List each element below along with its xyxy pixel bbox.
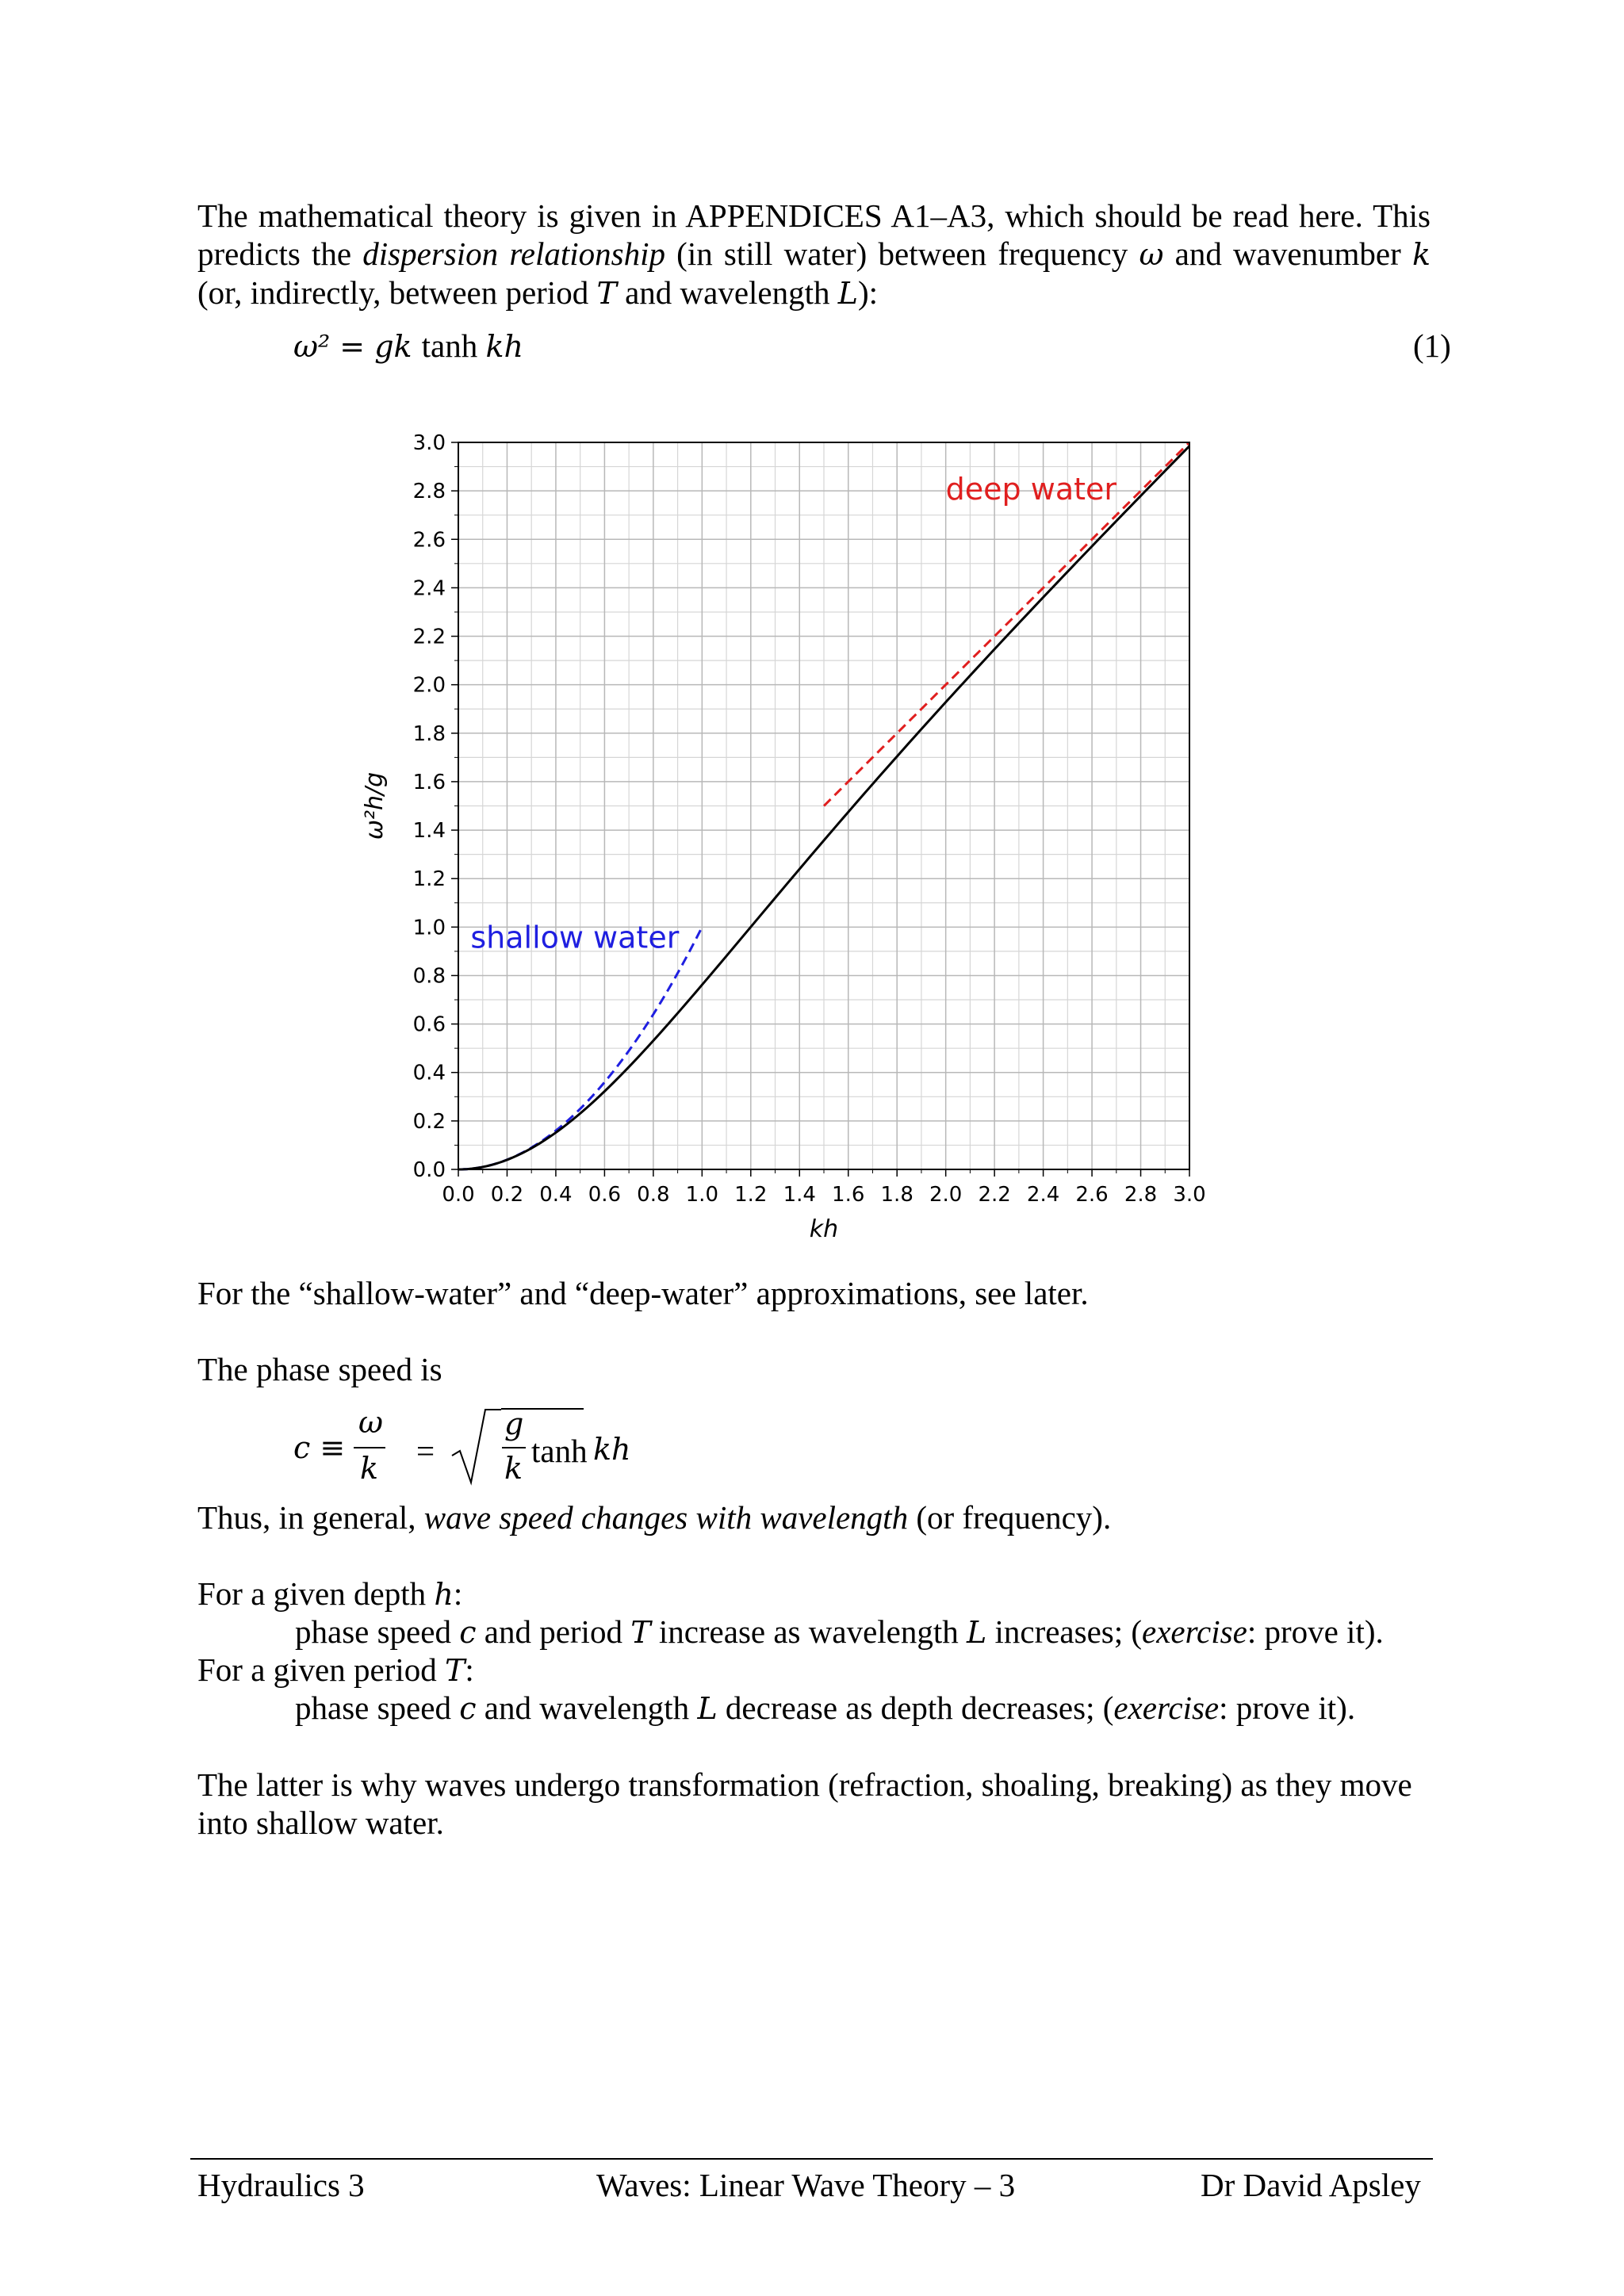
y-tick-label: 2.6 xyxy=(412,528,446,553)
x-tick-labels xyxy=(442,1183,1205,1207)
equation-number: (1) xyxy=(1413,327,1451,364)
eq2-tanh: tanh xyxy=(531,1433,588,1469)
period-text: phase speed xyxy=(295,1689,460,1726)
footer-author: Dr David Apsley xyxy=(1201,2167,1421,2203)
intro-text: (in still water) between frequency xyxy=(665,235,1139,272)
x-tick-label: 0.0 xyxy=(442,1183,475,1207)
eq2-kh: kh xyxy=(593,1432,631,1467)
y-tick-label: 0.0 xyxy=(412,1158,446,1182)
depth-text: increases; ( xyxy=(986,1613,1143,1650)
x-axis-label: kh xyxy=(809,1215,839,1243)
chart-annotations xyxy=(470,472,1116,955)
t-symbol: T xyxy=(444,1653,465,1688)
period-text: : prove it). xyxy=(1219,1689,1356,1726)
latter-paragraph: The latter is why waves undergo transformation (refraction, shoaling, breaking) as they move into shallow water. xyxy=(197,1766,1412,1841)
y-tick-label: 0.8 xyxy=(412,964,446,989)
thus-paragraph xyxy=(197,1498,1431,1536)
depth-text: : prove it). xyxy=(1247,1613,1384,1650)
x-tick-label: 2.2 xyxy=(978,1183,1011,1207)
c-symbol: c xyxy=(459,1615,477,1650)
x-tick-label: 1.6 xyxy=(832,1183,865,1207)
depth-statement xyxy=(295,1613,1384,1651)
x-tick-label: 1.8 xyxy=(880,1183,914,1207)
x-tick-label: 2.8 xyxy=(1124,1183,1158,1207)
eq2-denominator: k xyxy=(360,1451,379,1486)
intro-text: and wavelength xyxy=(616,274,838,311)
y-tick-label: 2.2 xyxy=(412,625,446,649)
x-tick-label: 1.4 xyxy=(783,1183,816,1207)
y-axis-label: ω²h/g xyxy=(361,771,389,840)
intro-text: (or, indirectly, between period xyxy=(197,274,597,311)
period-heading-text: : xyxy=(465,1651,474,1688)
x-tick-label: 1.2 xyxy=(734,1183,768,1207)
phase-speed-paragraph: The phase speed is xyxy=(197,1351,442,1387)
period-text: and wavelength xyxy=(476,1689,698,1726)
c-symbol: c xyxy=(459,1691,477,1726)
intro-text: and wavenumber xyxy=(1163,235,1412,272)
depth-heading-text: For a given depth xyxy=(197,1575,435,1612)
omega-symbol: ω xyxy=(1139,237,1164,272)
y-tick-labels xyxy=(413,431,446,1182)
depth-heading xyxy=(197,1575,1431,1613)
t-symbol: T xyxy=(630,1615,651,1650)
y-tick-label: 2.4 xyxy=(412,576,446,601)
eq2-numerator: ω xyxy=(358,1405,383,1440)
y-tick-label: 1.0 xyxy=(412,916,446,940)
exercise-label: exercise xyxy=(1113,1689,1220,1726)
period-heading-text: For a given period xyxy=(197,1651,445,1688)
eq2-equals: = xyxy=(416,1433,435,1469)
deep-water-label: deep water xyxy=(945,472,1117,507)
y-tick-label: 1.4 xyxy=(412,819,446,844)
depth-text: increase as wavelength xyxy=(650,1613,967,1650)
y-tick-label: 1.8 xyxy=(412,721,446,746)
period-statement xyxy=(295,1689,1355,1728)
depth-text: and period xyxy=(476,1613,631,1650)
y-tick-label: 0.6 xyxy=(412,1012,446,1037)
footer-course: Hydraulics 3 xyxy=(197,2167,365,2203)
x-tick-label: 3.0 xyxy=(1173,1183,1206,1207)
thus-text: Thus, in general, xyxy=(197,1499,424,1536)
h-symbol: h xyxy=(434,1577,454,1612)
depth-heading-text: : xyxy=(453,1575,463,1612)
x-tick-label: 2.0 xyxy=(929,1183,963,1207)
x-tick-label: 2.6 xyxy=(1075,1183,1109,1207)
eq2-inner-fraction-bar xyxy=(502,1447,526,1448)
thus-text: (or frequency). xyxy=(908,1499,1112,1536)
sqrt-sign xyxy=(450,1406,501,1486)
l-symbol: L xyxy=(697,1691,718,1726)
l-symbol: L xyxy=(837,276,858,311)
t-symbol: T xyxy=(596,276,617,311)
phase-speed-equation xyxy=(293,1405,690,1492)
y-tick-label: 1.6 xyxy=(412,770,446,794)
chart-ticks xyxy=(451,442,1189,1177)
y-tick-label: 2.8 xyxy=(412,480,446,504)
equation-tanh: tanh xyxy=(421,327,486,364)
footer-rule xyxy=(190,2158,1433,2160)
k-symbol: k xyxy=(1411,237,1431,272)
eq2-lhs: c ≡ xyxy=(293,1430,346,1465)
x-tick-label: 0.2 xyxy=(490,1183,524,1207)
y-tick-label: 1.2 xyxy=(412,867,446,892)
equation-rhs: kh xyxy=(485,329,523,364)
depth-text: phase speed xyxy=(295,1613,460,1650)
x-tick-label: 0.4 xyxy=(539,1183,573,1207)
y-tick-label: 0.2 xyxy=(412,1109,446,1134)
dispersion-term: dispersion relationship xyxy=(362,235,665,272)
x-tick-label: 2.4 xyxy=(1026,1183,1060,1207)
equation-lhs: ω² = gk xyxy=(293,329,422,364)
approximations-paragraph: For the “shallow-water” and “deep-water” approximations, see later. xyxy=(197,1275,1089,1311)
dispersion-equation xyxy=(293,327,523,365)
l-symbol: L xyxy=(967,1615,987,1650)
x-tick-label: 0.6 xyxy=(588,1183,622,1207)
shallow-water-label: shallow water xyxy=(470,920,680,955)
y-tick-label: 3.0 xyxy=(412,431,446,455)
x-tick-label: 0.8 xyxy=(637,1183,670,1207)
thus-emphasis: wave speed changes with wavelength xyxy=(423,1499,909,1536)
intro-text: The mathematical theory is given in APPENDICES A1–A3, which should be read here. This predicts the xyxy=(197,197,1431,272)
eq2-fraction-bar xyxy=(354,1447,385,1448)
period-text: decrease as depth decreases; ( xyxy=(717,1689,1114,1726)
intro-paragraph xyxy=(197,197,1431,312)
intro-text: ): xyxy=(857,274,879,311)
eq2-g: g xyxy=(504,1406,524,1441)
footer-title: Waves: Linear Wave Theory – 3 xyxy=(596,2167,1016,2203)
eq2-k: k xyxy=(504,1451,523,1486)
period-heading xyxy=(197,1651,1431,1689)
y-tick-label: 2.0 xyxy=(412,673,446,698)
dispersion-chart xyxy=(341,412,1229,1253)
exercise-label: exercise xyxy=(1142,1613,1247,1650)
x-tick-label: 1.0 xyxy=(685,1183,719,1207)
y-tick-label: 0.4 xyxy=(412,1061,446,1085)
